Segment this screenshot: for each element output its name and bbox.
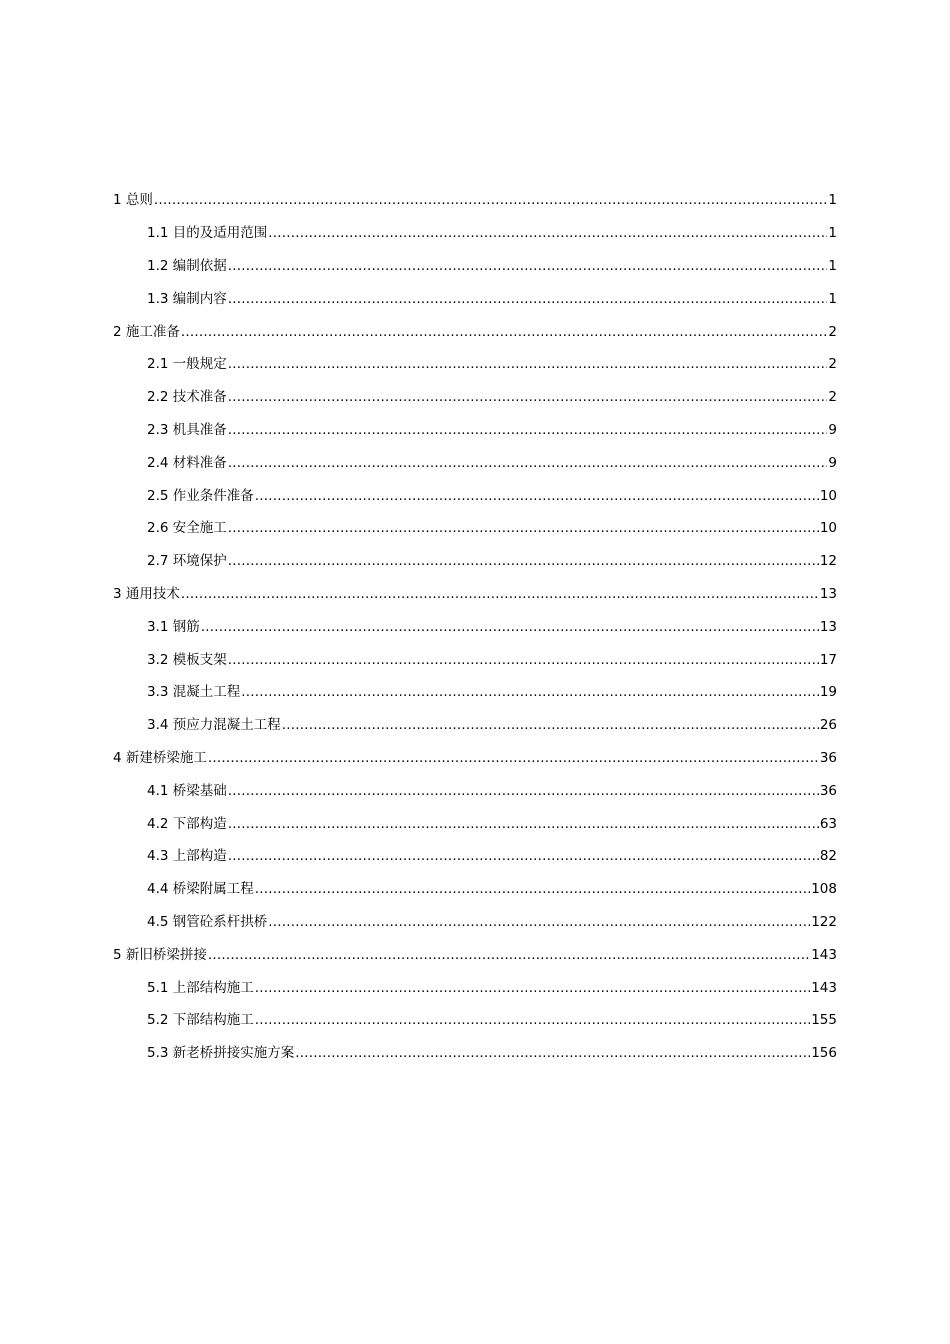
toc-dot-leader	[228, 519, 819, 537]
toc-entry-page-number: 143	[811, 979, 837, 996]
toc-entry-title: 5.1 上部结构施工	[147, 979, 254, 996]
toc-entry-page-number: 108	[811, 881, 837, 898]
toc-entry-title: 1.3 编制内容	[147, 290, 227, 307]
toc-entry-page-number: 10	[819, 487, 837, 504]
toc-section-entry[interactable]	[113, 545, 837, 578]
toc-dot-leader	[201, 618, 819, 636]
toc-entry-title: 1.1 目的及适用范围	[147, 225, 268, 242]
toc-entry-title: 4.2 下部构造	[147, 815, 227, 832]
toc-section-entry[interactable]	[113, 282, 837, 315]
toc-dot-leader	[255, 1011, 810, 1029]
toc-section-entry[interactable]	[113, 348, 837, 381]
toc-entry-title: 3.1 钢筋	[147, 618, 200, 635]
toc-section-entry[interactable]	[113, 381, 837, 414]
toc-entry-title: 4.4 桥梁附属工程	[147, 881, 254, 898]
toc-section-entry[interactable]	[113, 906, 837, 939]
toc-entry-title: 2.6 安全施工	[147, 520, 227, 537]
toc-entry-page-number: 13	[819, 585, 837, 602]
toc-entry-title: 4.5 钢管砼系杆拱桥	[147, 913, 268, 930]
toc-entry-page-number: 36	[819, 749, 837, 766]
toc-section-entry[interactable]	[113, 971, 837, 1004]
toc-entry-title: 3.4 预应力混凝土工程	[147, 717, 281, 734]
toc-entry-title: 2.4 材料准备	[147, 454, 227, 471]
toc-entry-title: 3.3 混凝土工程	[147, 684, 241, 701]
toc-dot-leader	[255, 979, 810, 997]
toc-dot-leader	[228, 257, 828, 275]
toc-entry-page-number: 143	[811, 946, 837, 963]
toc-entry-title: 3.2 模板支架	[147, 651, 227, 668]
toc-entry-title: 2 施工准备	[113, 323, 180, 340]
toc-entry-page-number: 1	[828, 192, 837, 209]
toc-dot-leader	[268, 913, 810, 931]
toc-dot-leader	[295, 1044, 810, 1062]
toc-entry-page-number: 82	[819, 848, 837, 865]
toc-section-entry[interactable]	[113, 676, 837, 709]
toc-dot-leader	[181, 323, 828, 341]
toc-dot-leader	[228, 651, 819, 669]
toc-dot-leader	[228, 388, 828, 406]
toc-section-entry[interactable]	[113, 1004, 837, 1037]
toc-entry-page-number: 1	[828, 225, 837, 242]
toc-section-entry[interactable]	[113, 807, 837, 840]
toc-entry-title: 2.2 技术准备	[147, 389, 227, 406]
toc-section-entry[interactable]	[113, 512, 837, 545]
toc-section-entry[interactable]	[113, 217, 837, 250]
toc-entry-page-number: 1	[828, 257, 837, 274]
toc-dot-leader	[228, 454, 828, 472]
toc-entry-page-number: 2	[828, 389, 837, 406]
toc-chapter-entry[interactable]	[113, 938, 837, 971]
toc-entry-page-number: 2	[828, 323, 837, 340]
toc-section-entry[interactable]	[113, 873, 837, 906]
toc-chapter-entry[interactable]	[113, 742, 837, 775]
toc-entry-title: 1.2 编制依据	[147, 257, 227, 274]
toc-entry-page-number: 26	[819, 717, 837, 734]
toc-entry-title: 2.7 环境保护	[147, 553, 227, 570]
toc-entry-page-number: 155	[811, 1012, 837, 1029]
toc-dot-leader	[228, 421, 828, 439]
toc-entry-title: 5.2 下部结构施工	[147, 1012, 254, 1029]
toc-dot-leader	[208, 946, 810, 964]
toc-entry-page-number: 63	[819, 815, 837, 832]
toc-dot-leader	[228, 847, 819, 865]
toc-entry-title: 4.1 桥梁基础	[147, 782, 227, 799]
toc-entry-page-number: 9	[828, 454, 837, 471]
toc-dot-leader	[228, 355, 828, 373]
toc-entry-page-number: 10	[819, 520, 837, 537]
toc-dot-leader	[181, 585, 819, 603]
toc-section-entry[interactable]	[113, 709, 837, 742]
toc-section-entry[interactable]	[113, 774, 837, 807]
toc-entry-page-number: 9	[828, 421, 837, 438]
toc-chapter-entry[interactable]	[113, 315, 837, 348]
toc-section-entry[interactable]	[113, 1037, 837, 1070]
table-of-contents	[113, 184, 837, 1070]
toc-entry-page-number: 122	[811, 913, 837, 930]
toc-entry-title: 5 新旧桥梁拼接	[113, 946, 207, 963]
toc-dot-leader	[255, 487, 819, 505]
toc-section-entry[interactable]	[113, 643, 837, 676]
toc-entry-title: 3 通用技术	[113, 585, 180, 602]
toc-entry-page-number: 13	[819, 618, 837, 635]
toc-dot-leader	[228, 552, 819, 570]
toc-entry-title: 2.1 一般规定	[147, 356, 227, 373]
toc-chapter-entry[interactable]	[113, 578, 837, 611]
toc-entry-page-number: 156	[811, 1045, 837, 1062]
toc-entry-title: 1 总则	[113, 192, 153, 209]
toc-entry-page-number: 1	[828, 290, 837, 307]
toc-dot-leader	[228, 815, 819, 833]
toc-section-entry[interactable]	[113, 479, 837, 512]
toc-entry-page-number: 2	[828, 356, 837, 373]
toc-chapter-entry[interactable]	[113, 184, 837, 217]
toc-section-entry[interactable]	[113, 250, 837, 283]
toc-dot-leader	[228, 782, 819, 800]
toc-entry-title: 4 新建桥梁施工	[113, 749, 207, 766]
toc-dot-leader	[241, 683, 819, 701]
toc-entry-page-number: 12	[819, 553, 837, 570]
toc-entry-title: 4.3 上部构造	[147, 848, 227, 865]
toc-dot-leader	[255, 880, 810, 898]
toc-entry-title: 5.3 新老桥拼接实施方案	[147, 1045, 295, 1062]
toc-dot-leader	[268, 224, 827, 242]
toc-entry-page-number: 17	[819, 651, 837, 668]
toc-section-entry[interactable]	[113, 446, 837, 479]
toc-section-entry[interactable]	[113, 414, 837, 447]
toc-section-entry[interactable]	[113, 840, 837, 873]
toc-entry-title: 2.3 机具准备	[147, 421, 227, 438]
toc-dot-leader	[228, 290, 828, 308]
toc-section-entry[interactable]	[113, 610, 837, 643]
toc-entry-page-number: 36	[819, 782, 837, 799]
toc-dot-leader	[208, 749, 819, 767]
toc-dot-leader	[282, 716, 819, 734]
toc-entry-page-number: 19	[819, 684, 837, 701]
toc-entry-title: 2.5 作业条件准备	[147, 487, 254, 504]
toc-dot-leader	[154, 191, 828, 209]
